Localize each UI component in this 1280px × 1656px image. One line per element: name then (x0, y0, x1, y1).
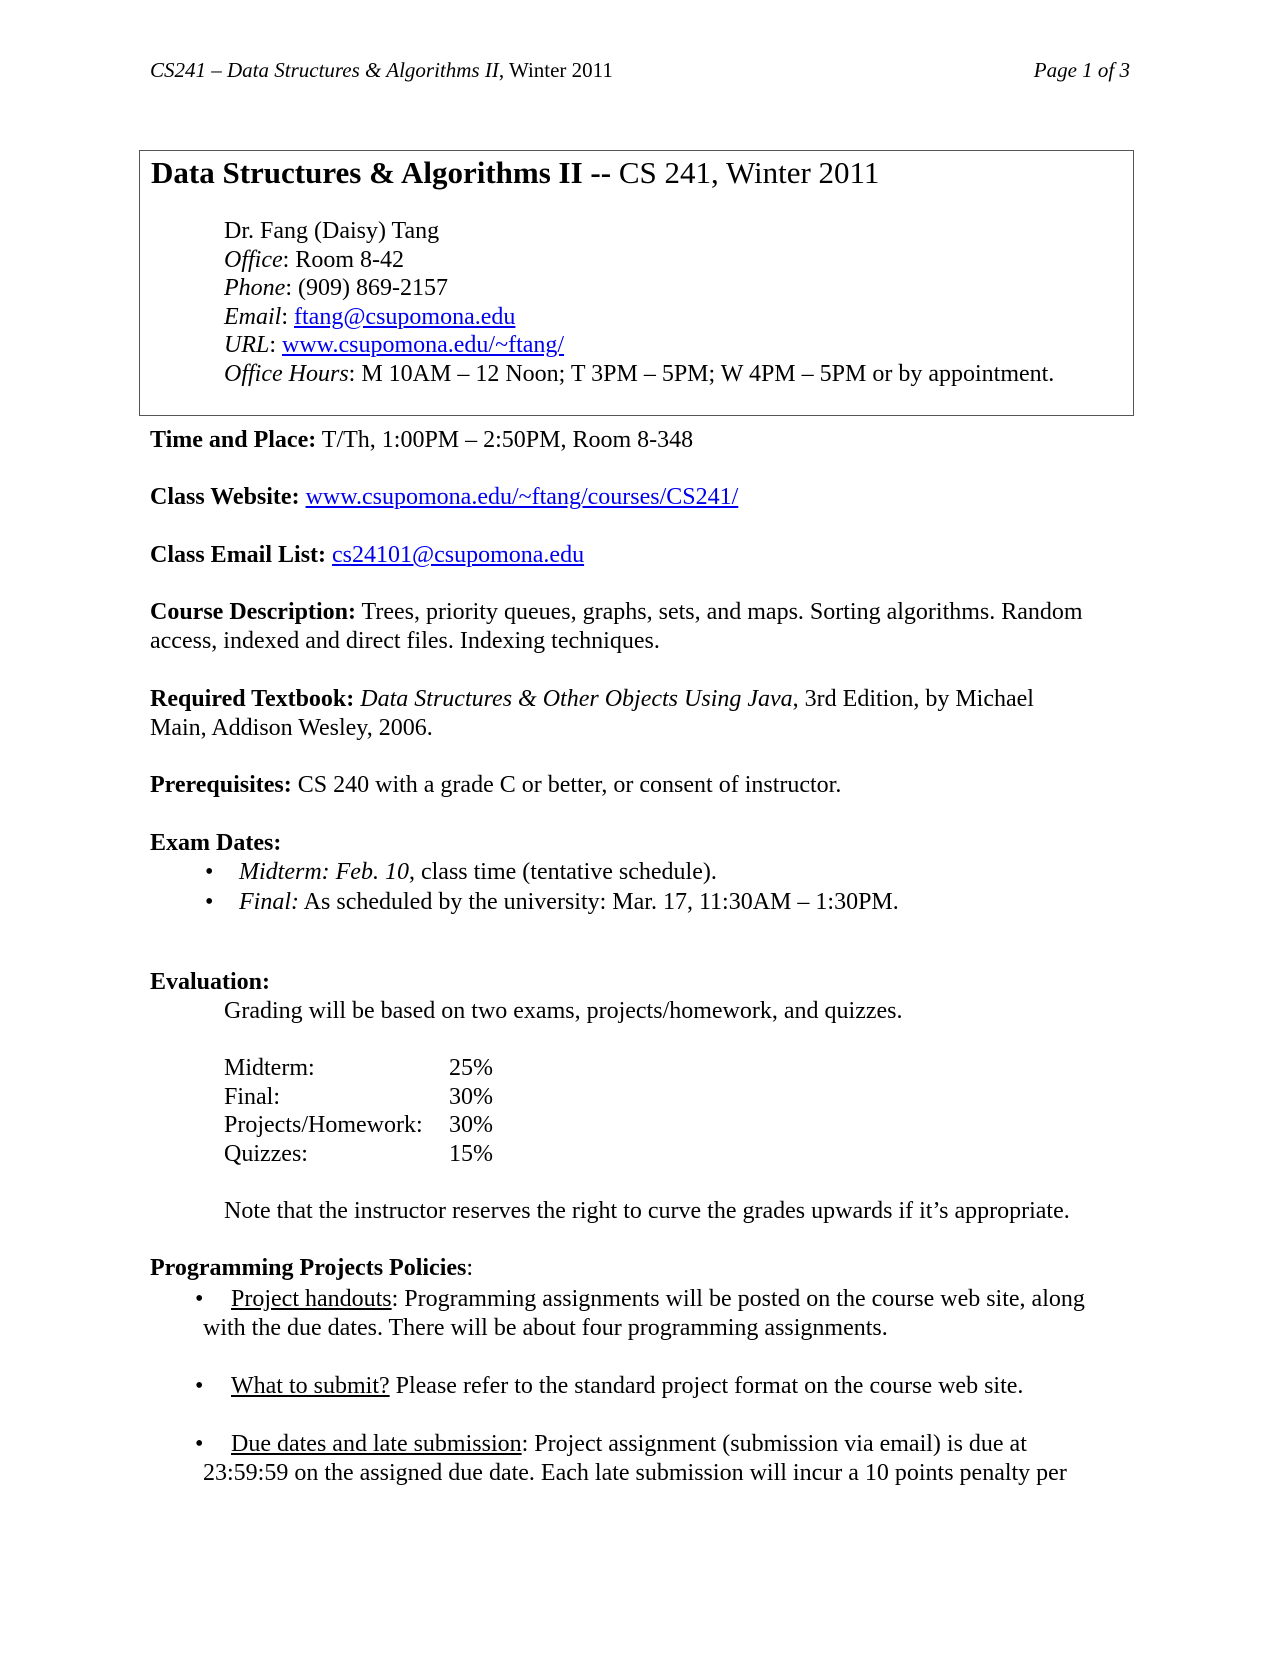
instructor-contact (224, 217, 1054, 388)
policy-project-handouts: • Project handouts: Programming assignments will be posted on the course web site, along with the due dates. There will be about four programming assignments. (195, 1286, 1085, 1341)
bullet-icon: • (195, 1431, 204, 1457)
page-header (150, 58, 1130, 83)
policy-what-to-submit: • What to submit? Please refer to the standard project format on the course web site. (195, 1373, 1024, 1399)
phone-line: Phone: (909) 869-2157 (224, 275, 448, 301)
office-line: Office: Room 8-42 (224, 246, 404, 273)
curve-note: Note that the instructor reserves the right to curve the grades upwards if it’s appropriate. (224, 1198, 1070, 1224)
evaluation-heading: Evaluation: (150, 969, 271, 995)
document-title: Data Structures & Algorithms II -- CS 241, Winter 2011 (151, 155, 880, 190)
email-line: Email: ftang@csupomona.edu (224, 303, 516, 330)
prerequisites: Prerequisites: CS 240 with a grade C or better, or consent of instructor. (150, 772, 842, 798)
grade-table (224, 1054, 493, 1168)
instructor-email-link[interactable]: ftang@csupomona.edu (294, 303, 516, 330)
header-course: CS241 – Data Structures & Algorithms II, Winter 2011 (150, 58, 613, 82)
required-textbook: Required Textbook: Data Structures & Other Objects Using Java, 3rd Edition, by Michael Main, Addison Wesley, 2006. (150, 686, 1034, 741)
title-box (139, 150, 1134, 416)
textbook-title: Data Structures & Other Objects Using Java (360, 686, 793, 712)
exam-item-midterm: • Midterm: Feb. 10, class time (tentative schedule). (205, 859, 717, 885)
grade-row: Final: 30% (224, 1083, 493, 1110)
class-website-link[interactable]: www.csupomona.edu/~ftang/courses/CS241/ (305, 484, 739, 510)
bullet-icon: • (195, 1373, 204, 1399)
projects-heading: Programming Projects Policies: (150, 1255, 474, 1281)
grade-row: Projects/Homework: 30% (224, 1112, 493, 1138)
evaluation-intro: Grading will be based on two exams, projects/homework, and quizzes. (224, 998, 903, 1024)
url-line: URL: www.csupomona.edu/~ftang/ (224, 332, 565, 358)
grade-row: Quizzes: 15% (224, 1140, 493, 1167)
exam-dates-heading: Exam Dates: (150, 830, 282, 856)
class-website: Class Website: www.csupomona.edu/~ftang/courses/CS241/ (150, 484, 739, 510)
course-description: Course Description: Trees, priority queues, graphs, sets, and maps. Sorting algorithms. Random access, indexed and direct files. Indexing techniques. (150, 599, 1083, 654)
instructor-url-link[interactable]: www.csupomona.edu/~ftang/ (282, 332, 565, 358)
time-and-place: Time and Place: T/Th, 1:00PM – 2:50PM, Room 8-348 (150, 427, 694, 453)
office-hours-line: Office Hours: M 10AM – 12 Noon; T 3PM – 5PM; W 4PM – 5PM or by appointment. (224, 360, 1055, 387)
bullet-icon: • (205, 889, 214, 915)
grade-row: Midterm: 25% (224, 1055, 493, 1081)
policy-due-dates: • Due dates and late submission: Project assignment (submission via email) is due at 23:59:59 on the assigned due date. Each late submission will incur a 10 points penalty per (195, 1431, 1067, 1486)
exam-item-final: • Final: As scheduled by the university: Mar. 17, 11:30AM – 1:30PM. (205, 889, 899, 915)
class-email-list: Class Email List: cs24101@csupomona.edu (150, 542, 585, 568)
bullet-icon: • (205, 859, 214, 885)
bullet-icon: • (195, 1286, 204, 1312)
instructor-name: Dr. Fang (Daisy) Tang (224, 218, 440, 244)
page-number: Page 1 of 3 (1033, 58, 1130, 82)
class-email-link[interactable]: cs24101@csupomona.edu (332, 542, 585, 568)
